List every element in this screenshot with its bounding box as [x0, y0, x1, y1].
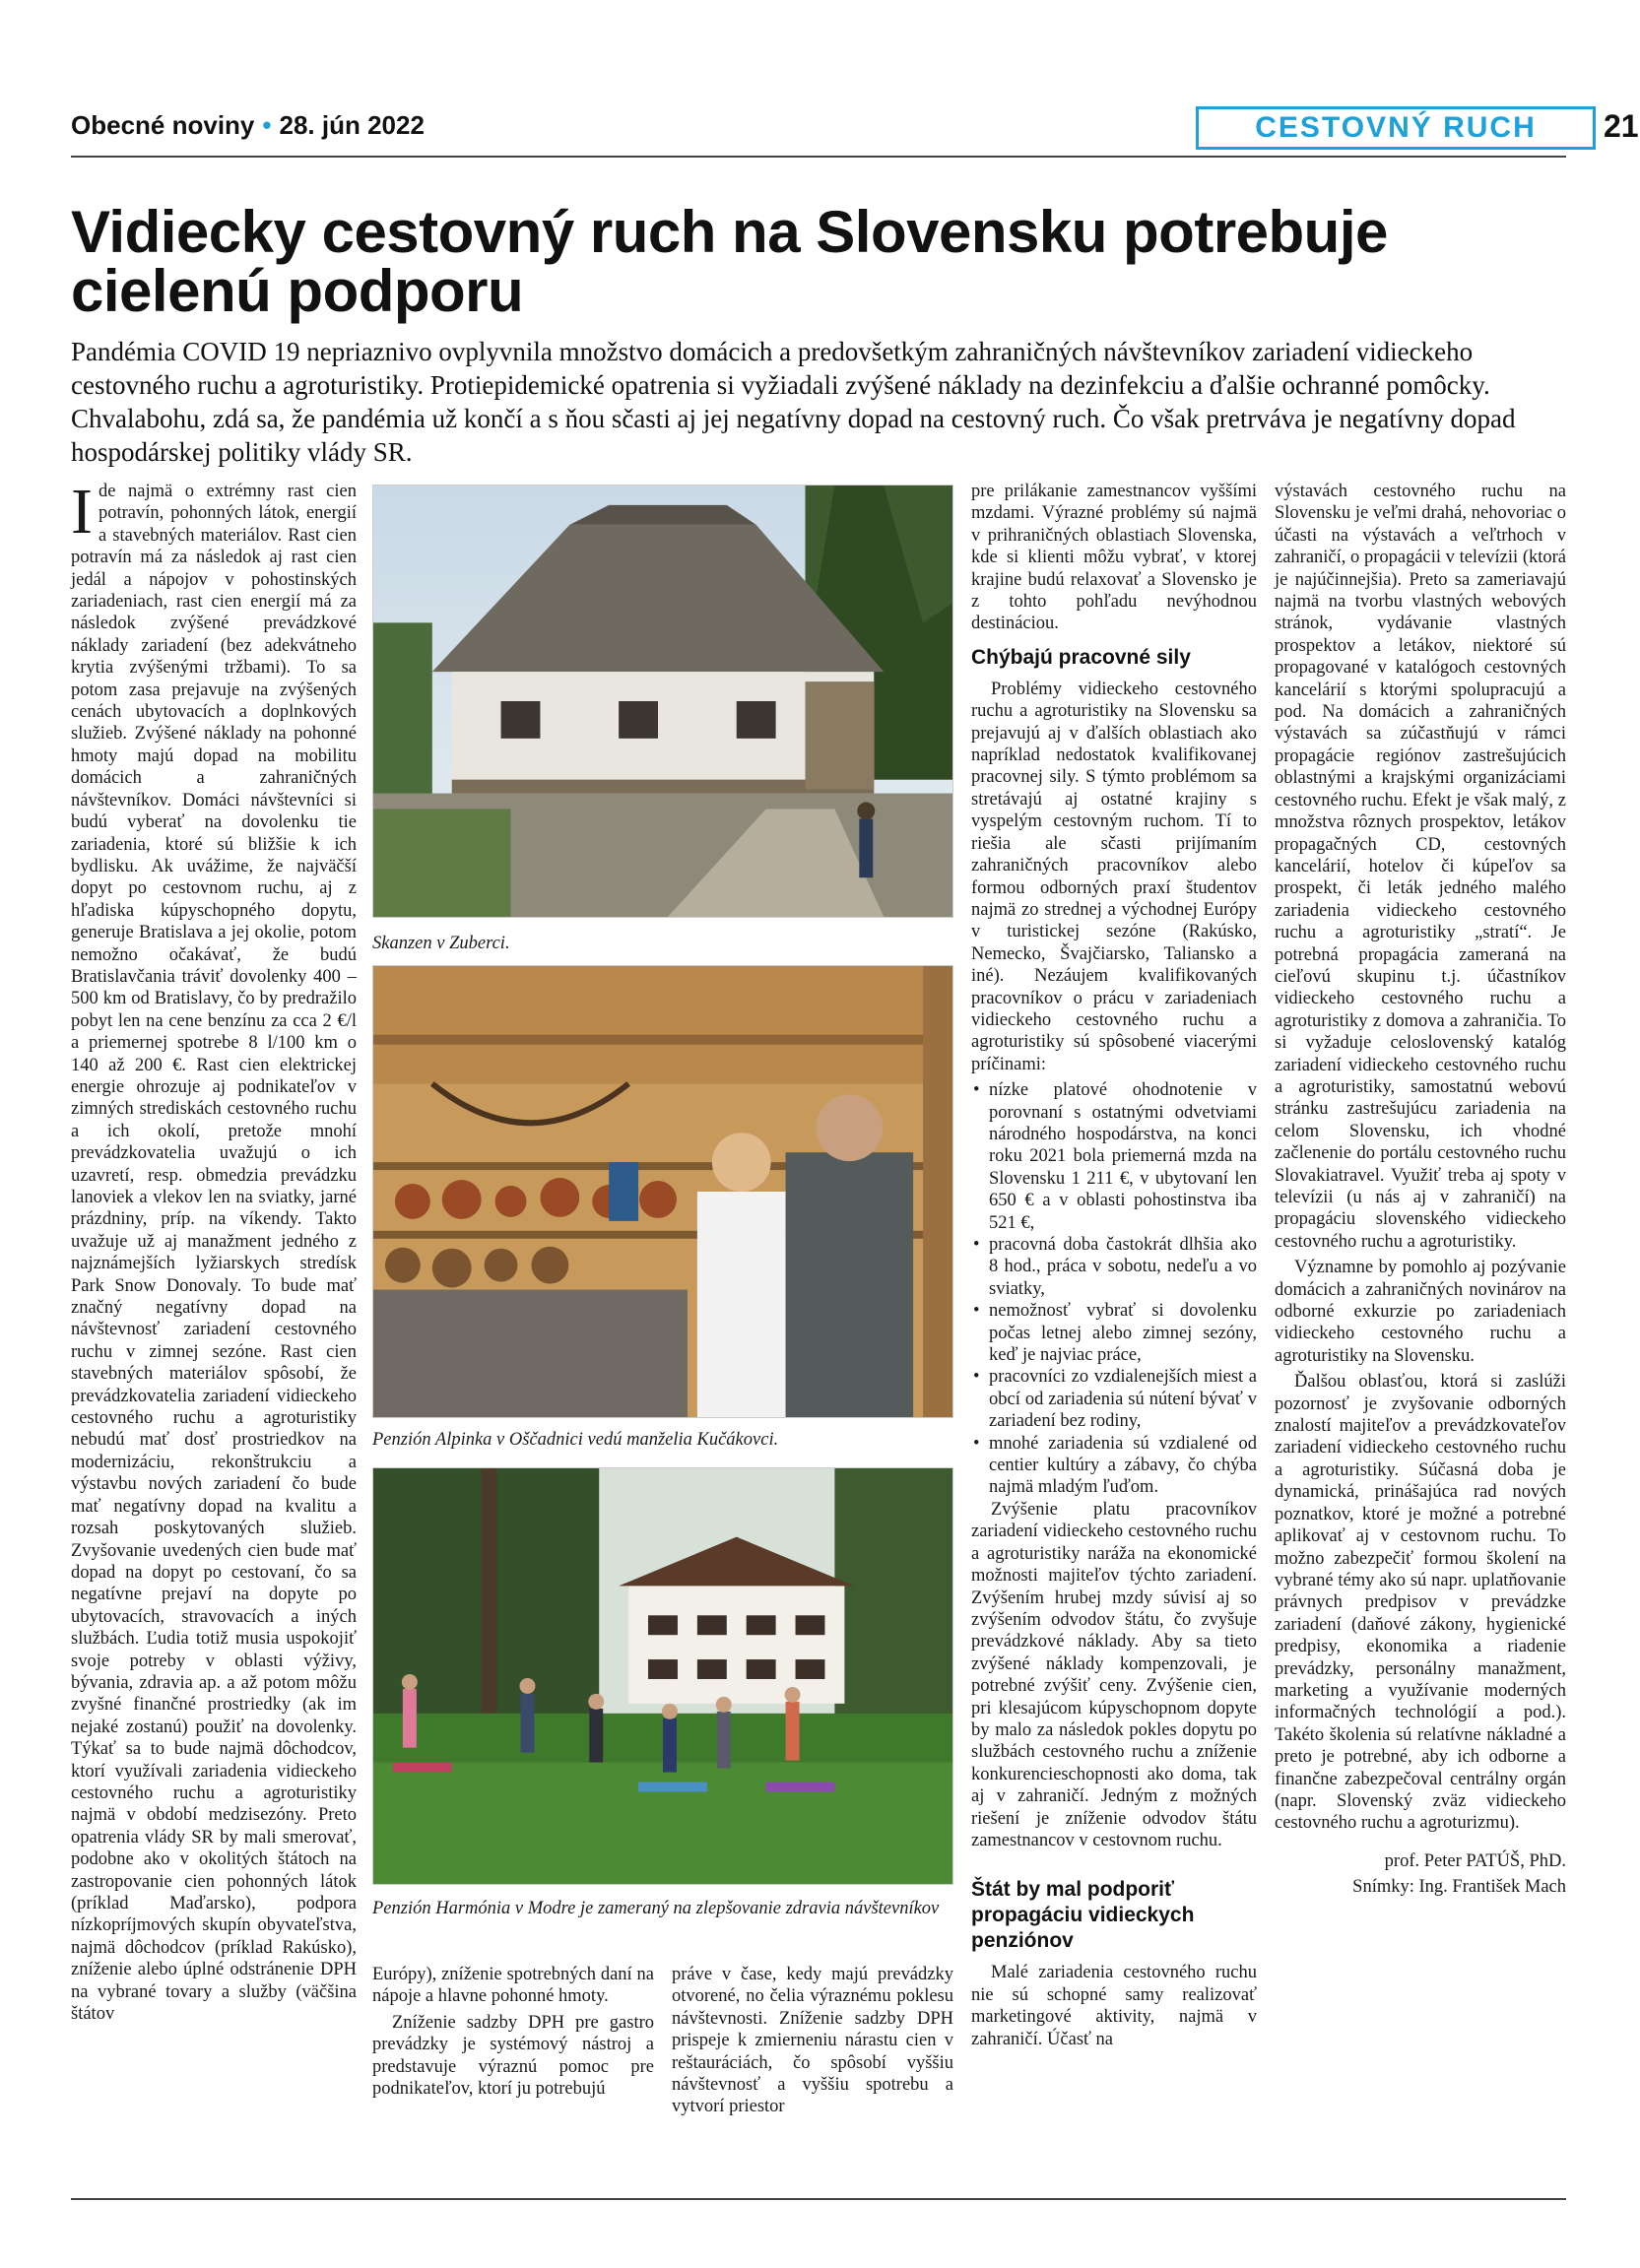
list-item: • nízke platové ohodnotenie v porovnaní s ostatnými odvetviami národného hospodárstva, na konci roku 2021 bola priemerná mzda na Slovensku 1 211 €, v ubytovaní len 650 € a v oblasti pohostinstva iba 521 €, [971, 1079, 1257, 1234]
subheading: Štát by mal podporiť propagáciu vidieckych penziónov [971, 1878, 1195, 1953]
photo-alpinka [372, 965, 953, 1418]
paragraph: pre prilákanie zamestnancov vyššími mzdami. Výrazné problémy sú najmä v prihraničných oblastiach Slovenska, kde si klienti môžu vybrať, v ktorej krajine budú relaxovať a Slovensko je z tohto pohľadu nevýhodnou destináciou. [971, 482, 1257, 634]
column-5 [1275, 481, 1566, 1900]
drop-cap: I [71, 476, 93, 548]
column-2-bottom [372, 1964, 654, 2104]
author: prof. Peter PATÚŠ, PhD. [1384, 1850, 1566, 1871]
paragraph: Ďalšou oblasťou, ktorá si zaslúži pozornosť je zvyšovanie odborných znalostí majiteľov a prevádzkovateľov zariadení vidieckeho cestovného ruchu a agroturistiky. Súčasná doba je dynamická, prinášajúca rad nových poznatkov, ktoré je možné a potrebné aplikovať aj v cestovnom ruchu. To možno zabezpečiť formou školení na vybrané témy ako sú napr. uplatňovanie právnych predpisov v prevádzke zariadení (daňové zákony, hygienické predpisy, ekonomika a riadenie prevádzky, personálny manažment, marketing a využívanie moderných informačných technológií a pod.). Takéto školenia sú relatívne nákladné a preto je potrebné, aby ich odborne a finančne zabezpečoval centrálny orgán (napr. Slovenský zväz vidieckeho cestovného ruchu a agroturizmu). [1275, 1372, 1566, 1834]
publication-info [71, 110, 425, 141]
photo-caption: Skanzen v Zuberci. [372, 934, 510, 953]
byline [1275, 1848, 1566, 1900]
paragraph: Zvýšenie platu pracovníkov zariadení vidieckeho cestovného ruchu a agroturistiky naráža na ekonomické možnosti majiteľov týchto zariadení. Zvýšením hrubej mzdy súvisí aj so zvýšením odvodov štátu, čo zvyšuje prevádzkové náklady. Aby sa tieto zvýšené náklady kompenzovali, je potrebné zvýšiť ceny. Zvýšenie cien, pri klesajúcom kúpyschopnom dopyte by malo za následok pokles dopytu po službách cestovného ruchu a zníženie konkurencieschopnosti ako doma, tak aj v zahraničí. Jedným z možných riešení je zníženie odvodov štátu zamestnancov v cestovnom ruchu. [971, 1499, 1257, 1850]
photo-caption: Penzión Harmónia v Modre je zameraný na zlepšovanie zdravia návštevníkov [372, 1899, 940, 1918]
paragraph: Malé zariadenia cestovného ruchu nie sú schopné samy realizovať marketingové aktivity, najmä v zahraničí. Účasť na [971, 1963, 1257, 2049]
section-label: CESTOVNÝ RUCH [1196, 106, 1596, 150]
subheading: Chýbajú pracovné sily [971, 645, 1191, 669]
photo-harmonia [372, 1467, 953, 1885]
list-item: • pracovná doba častokrát dlhšia ako 8 hod., práca v sobotu, nedeľu a vo sviatky, [971, 1234, 1257, 1300]
paragraph: Európy), zníženie spotrebných daní na nápoje a hlavne pohonné hmoty. [372, 1965, 654, 2007]
causes-list [971, 1079, 1257, 1499]
photo-skanzen [372, 485, 953, 918]
list-item: • pracovníci zo vzdialenejších miest a obcí od zariadenia sú nútení bývať v zariadení bez rodiny, [971, 1366, 1257, 1432]
paragraph: Významne by pomohlo aj pozývanie domácich a zahraničných novinárov na odborné exkurzie po zariadeniach vidieckeho cestovného ruchu a agroturistiky na Slovensku. [1275, 1258, 1566, 1366]
page-number: 21 [1604, 108, 1639, 144]
column-1 [71, 476, 357, 2194]
list-item: • nemožnosť vybrať si dovolenku počas letnej alebo zimnej sezóny, keď je najviac práce, [971, 1300, 1257, 1366]
article-lede: Pandémia COVID 19 nepriaznivo ovplyvnila množstvo domácich a predovšetkým zahraničných návštevníkov zariadení vidieckeho cestovného ruchu a agroturistiky. Protiepidemické opatrenia si vyžiadali zvýšené náklady na dezinfekciu a ďalšie ochranné pomôcky. Chvalabohu, zdá sa, že pandémia už končí a s ňou sčasti aj jej negatívny dopad na cestovný ruch. Čo však pretrváva je negatívny dopad hospodárskej politiky vlády SR. [71, 337, 1516, 467]
house-image [373, 486, 952, 917]
page-header [71, 106, 1639, 152]
paragraph: práve v čase, kedy majú prevádzky otvorené, no čelia výraznému poklesu návštevnosti. Zníženie sadzby DPH prispeje k zmierneniu nárastu cien v reštauráciách, čo spôsobí vyššiu návštevnosť a vyššiu spotrebu a vytvorí priestor [672, 1965, 953, 2117]
garden-yoga-image [373, 1468, 952, 1884]
paragraph: Zníženie sadzby DPH pre gastro prevádzky je systémový nástroj a predstavuje výraznú pomoc pre podnikateľov, ktorí ju potrebujú [372, 2012, 654, 2100]
paragraph: výstavách cestovného ruchu na Slovensku je veľmi drahá, nehovoriac o účasti na výstavách a veľtrhoch v zahraničí, o propagácii v televízii (ktorá je najúčinnejšia). Preto sa zameriavajú najmä na tvorbu vlastných webových stránok, vydávanie vlastných prospektov a letákov, niektoré sú propagované v katalógoch cestovných kancelárií s ktorými spolupracujú a pod. Na domácich a zahraničných výstavách sa zúčastňujú v rámci propagácie regiónov zastrešujúcich oblastnými a krajskými organizáciami cestovného ruchu. Efekt je však malý, z množstva rôznych prospektov, letákov propagačných CD, cestovných kancelárií, hotelov či kúpeľov sa prospekt, či leták jedného malého zariadenia vidieckeho cestovného ruchu a agroturistiky „stratí“. Je potrebná propagácia zameraná na cieľovú skupinu t.j. účastníkov vidieckeho cestovného ruchu a agroturistiky z domova a zahraničia. To si vyžaduje celoslovenský katalóg zariadení vidieckeho cestovného ruchu a agroturistiky, samostatnú webovú stránku zastrešujúcu zariadenia na celom Slovensku, ich vhodné začlenenie do portálu cestovného ruchu Slovakiatravel. Využiť treba aj spoty v televízii (u nás aj v zahraničí) na propagáciu slovenského vidieckeho cestovného ruchu a agroturistiky. [1275, 482, 1566, 1252]
column-4 [971, 481, 1257, 2054]
issue-date: 28. jún 2022 [279, 110, 425, 140]
photo-credit: Snímky: Ing. František Mach [1352, 1876, 1566, 1897]
header-rule [71, 156, 1566, 158]
paragraph: Ide najmä o extrémny rast cien potravín, pohonných látok, energií a stavebných materiálov. Rast cien potravín má za následok aj rast cien jedál a nápojov v pohostinských zariadeniach, rast cien energií má za následok zvýšené prevádzkové náklady zariadení (bez adekvátneho krytia zvýšenými tržbami). To sa potom zasa prejavuje na zvýšených cenách ubytovacích a doplnkových služieb. Zvýšené náklady na pohonné hmoty majú dopad na mobilitu domácich a zahraničných návštevníkov. Domáci návštevníci si budú vyberať na dovolenku tie zariadenia, ktoré sú bližšie k ich bydlisku. Ak uvážime, že najväčší dopyt po cestovnom ruchu, aj z hľadiska kúpyschopného dopytu, generuje Bratislava a jej okolie, potom nemožno očakávať, že budú Bratislavčania tráviť dovolenky 400 – 500 km od Bratislavy, čo by predražilo pobyt len na cene benzínu za cca 2 €/l a priemernej spotrebe 8 l/100 km o 140 až 200 €. Rast cien elektrickej energie ohrozuje aj podnikateľov v zimných strediskách cestovného ruchu a ich okolí, pretože mnohí prevádzkovatelia uvažujú o ich uzavretí, resp. obmedzia prevádzku lanoviek a vlekov len na sviatky, jarné prázdniny, príp. na víkendy. Takto uvažuje už aj manažment jedného z najznámejších lyžiarskych stredísk Park Snow Donovaly. To bude mať značný negatívny dopad na návštevnosť zariadení cestovného ruchu v zimnej sezóne. Rast cien stavebných materiálov spôsobí, že prevádzkovatelia zariadení vidieckeho cestovného ruchu a agroturistiky nebudú mať dosť prostriedkov na modernizáciu, rekonštrukciu a výstavbu nových zariadení čo bude mať negatívny dopad na kvalitu a rozsah poskytovaných služieb. Zvyšovanie uvedených cien bude mať dopad na dopyt po cestovaní, čo sa negatívne prejaví na dopyte po ubytovacích, stravovacích a iných službách. Ľudia totiž musia uspokojiť svoje potreby v oblasti výživy, bývania, zdravia ap. a až potom môžu zvyšné finančné prostriedky (ak im nejaké zostanú) použiť na dovolenky. Týkať sa to bude najmä dôchodcov, ktorí využívali zariadenia vidieckeho cestovného ruchu a agroturistiky najmä v období medzisezóny. Preto opatrenia vlády SR by mali smerovať, podobne ako v okolitých štátoch na zastropovanie cien pohonných látok (príklad Maďarsko), podpora nízkopríjmových skupín obyvateľstva, najmä dôchodcov (príklad Rakúsko), zníženie alebo úplné odstránenie DPH na vybrané tovary a služby (väčšina štátov [71, 476, 357, 2025]
interior-image [373, 966, 952, 1417]
photo-caption: Penzión Alpinka v Oščadnici vedú manželia Kučákovci. [372, 1430, 779, 1450]
column-3-bottom [672, 1964, 953, 2122]
publication-name: Obecné noviny [71, 110, 255, 140]
list-item: • mnohé zariadenia sú vzdialené od centier kultúry a zábavy, čo chýba najmä mladým ľuďom. [971, 1433, 1257, 1499]
paragraph: Problémy vidieckeho cestovného ruchu a agroturistiky na Slovensku sa prejavujú aj v ďalších oblastiach ako napríklad nedostatok kvalifikovanej pracovnej sily. S týmto problémom sa stretávajú aj ostatné krajiny s vyspelým cestovným ruchom. Tí to riešia ale sčasti prijímaním zahraničných pracovníkov alebo formou odborných praxí študentov najmä zo strednej a východnej Európy v turistickej sezóne (Rakúsko, Nemecko, Švajčiarsko, Taliansko a iné). Nezáujem kvalifikovaných pracovníkov o prácu v zariadeniach vidieckeho cestovného ruchu a agroturistiky sú spôsobené viacerými príčinami: [971, 679, 1257, 1074]
footer-rule [71, 2198, 1566, 2200]
bullet-separator: • [262, 110, 272, 140]
article-title: Vidiecky cestovný ruch na Slovensku potrebuje cielenú podporu [71, 199, 1388, 324]
